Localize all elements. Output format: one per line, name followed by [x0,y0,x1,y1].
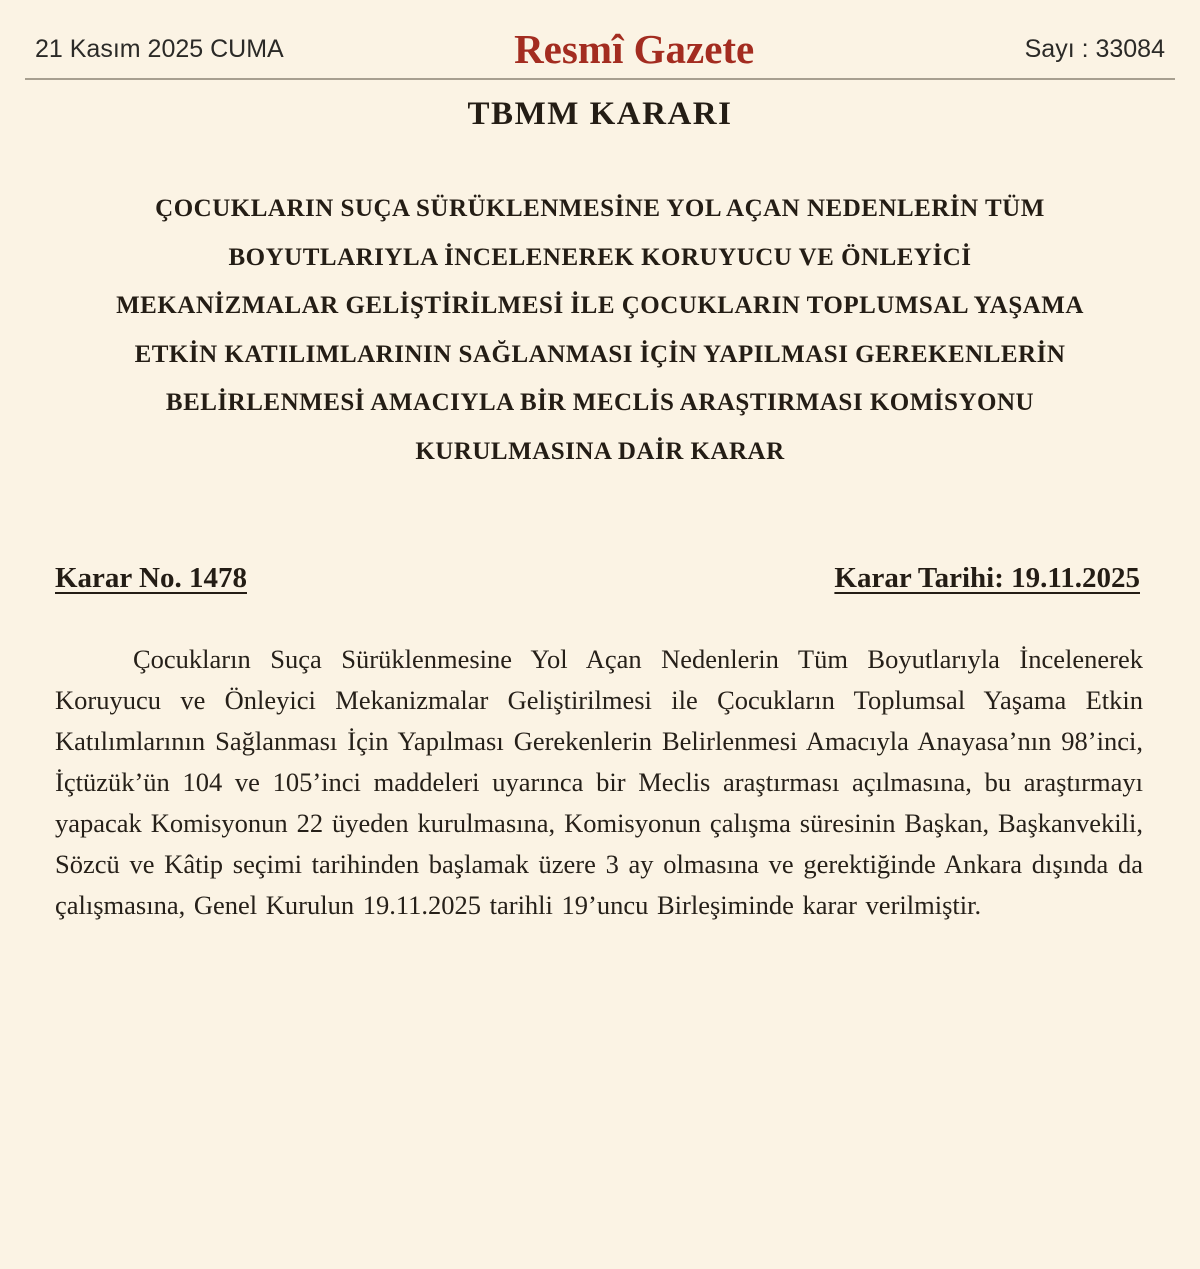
decision-meta-row [55,562,1140,595]
masthead [25,0,1175,80]
decision-title [0,185,1200,476]
masthead-date: 21 Kasım 2025 CUMA [35,34,284,63]
decision-number: Karar No. 1478 [55,562,247,594]
issue-number: Sayı : 33084 [1024,34,1165,63]
decision-title-line: ÇOCUKLARIN SUÇA SÜRÜKLENMESİNE YOL AÇAN NEDENLERİN TÜM [155,195,1045,222]
section-heading: TBMM KARARI [467,96,733,132]
decision-title-line: ETKİN KATILIMLARININ SAĞLANMASI İÇİN YAPILMASI GEREKENLERİN [134,340,1066,368]
gazette-title: Resmî Gazete [514,26,755,72]
decision-title-line: MEKANİZMALAR GELİŞTİRİLMESİ İLE ÇOCUKLARIN TOPLUMSAL YAŞAMA [116,292,1084,319]
decision-title-line: BELİRLENMESİ AMACIYLA BİR MECLİS ARAŞTIRMASI KOMİSYONU [165,389,1035,416]
decision-paragraph: Çocukların Suça Sürüklenmesine Yol Açan Nedenlerin Tüm Boyutlarıyla İncelenerek Koruyucu ve Önleyici Mekanizmalar Geliştirilmesi ile Çocukların Toplumsal Yaşama Etkin Katılımlarının Sağlanması İçin Yapılması Gerekenlerin Belirlenmesi Amacıyla Anayasa’nın 98’inci, İçtüzük’ün 104 ve 105’inci maddeleri uyarınca bir Meclis araştırması açılmasına, bu araştırmayı yapacak Komisyonun 22 üyeden kurulmasına, Komisyonun çalışma süresinin Başkan, Başkanvekili, Sözcü ve Kâtip seçimi tarihinden başlamak üzere 3 ay olmasına ve gerektiğinde Ankara dışında da çalışmasına, Genel Kurulun 19.11.2025 tarihli 19’uncu Birleşiminde karar verilmiştir. [55,644,1143,920]
decision-title-line: KURULMASINA DAİR KARAR [415,437,785,465]
decision-date: Karar Tarihi: 19.11.2025 [834,562,1140,594]
decision-title-line: BOYUTLARIYLA İNCELENEREK KORUYUCU VE ÖNLEYİCİ [228,243,972,271]
